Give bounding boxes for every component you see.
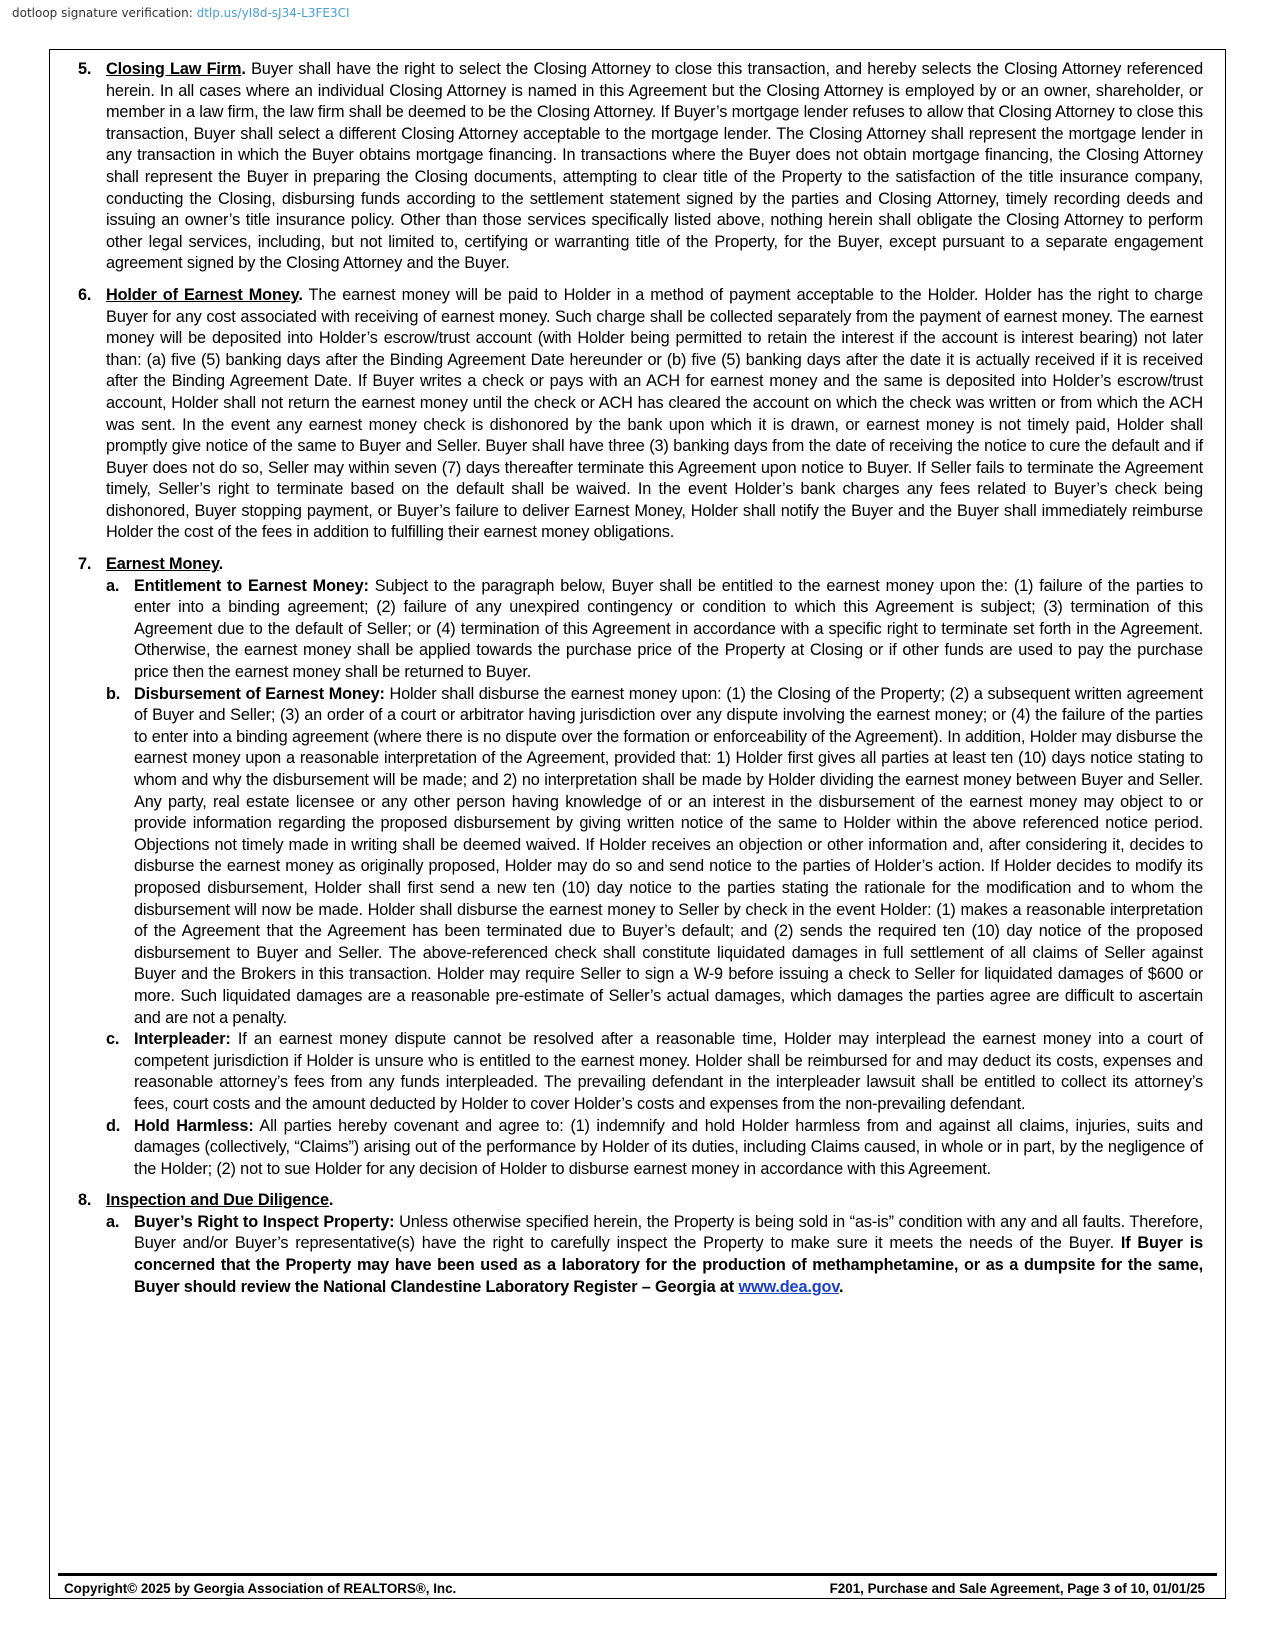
subsection-text: All parties hereby covenant and agree to: (1) indemnify and hold Holder harmless from and against all claims, injuries, suits and damages (collectively, “Claims”) arising out of the performance by Holder of its duties, including Claims caused, in whole or in part, by the negligence of the Holder; (2) not to sue Holder for any decision of Holder to disburse earnest money in accordance with this Agreement. xyxy=(134,1116,1203,1178)
footer-divider xyxy=(58,1573,1217,1576)
form-page-info: F201, Purchase and Sale Agreement, Page 3 of 10, 01/01/25 xyxy=(829,1581,1205,1596)
section-text: Buyer shall have the right to select the Closing Attorney to close this transaction, and hereby selects the Closing Attorney referenced herein. In all cases where an individual Closing Attorney is named in this Agreement but the Closing Attorney is employed by or an owner, shareholder, or member in a law firm, the law firm shall be deemed to be the Closing Attorney. If Buyer’s mortgage lender refuses to allow that Closing Attorney to close this transaction, Buyer shall select a different Closing Attorney acceptable to the mortgage lender. The Closing Attorney shall represent the mortgage lender in any transaction in which the Buyer obtains mortgage financing. In transactions where the Buyer does not obtain mortgage financing, the Closing Attorney shall represent the Buyer in preparing the Closing documents, attempting to clear title of the Property to the satisfaction of the title insurance company, conducting the Closing, disbursing funds according to the settlement statement signed by the parties and Closing Attorney, timely recording deeds and issuing an owner’s title insurance policy. Other than those services specifically listed above, nothing herein shall obligate the Closing Attorney to perform other legal services, including, but not limited to, certifying or warranting title of the Property, for the Buyer, except pursuant to a separate engagement agreement signed by the Closing Attorney and the Buyer. xyxy=(106,60,1204,273)
subsection-7c xyxy=(106,1029,1203,1115)
section-5: 5. Closing Law Firm. Buyer shall have the right to select the Closing Attorney to close this transaction, and hereby selects the Closing Attorney referenced herein. In all cases where an individual Closing Attorney is named in this Agreement but the Closing Attorney is employed by or an owner, shareholder, or member in a law firm, the law firm shall be deemed to be the Closing Attorney. If Buyer’s mortgage lender refuses to allow that Closing Attorney to close this transaction, Buyer shall select a different Closing Attorney acceptable to the mortgage lender. The Closing Attorney shall represent the mortgage lender in any transaction in which the Buyer obtains mortgage financing. In transactions where the Buyer does not obtain mortgage financing, the Closing Attorney shall represent the Buyer in preparing the Closing documents, attempting to clear title of the Property to the satisfaction of the title insurance company, conducting the Closing, disbursing funds according to the settlement statement signed by the parties and Closing Attorney, timely recording deeds and issuing an owner’s title insurance policy. Other than those services specifically listed above, nothing herein shall obligate the Closing Attorney to perform other legal services, including, but not limited to, certifying or warranting title of the Property, for the Buyer, except pursuant to a separate engagement agreement signed by the Closing Attorney and the Buyer. xyxy=(78,60,1204,273)
warning-end: . xyxy=(839,1277,844,1296)
section-heading: Holder of Earnest Money xyxy=(106,285,299,304)
section-7: 7. Earnest Money. a. Entitlement to Earnest Money: Subject to the paragraph below, Buyer shall be entitled to the earnest money upon the: (1) failure of the parties to enter into a binding agreement; (2) failure of any unexpired contingency or condition to which this Agreement is subject; (3) termination of this Agreement due to the default of Seller; or (4) termination of this Agreement in accordance with a specific right to terminate set forth in the Agreement. Otherwise, the earnest money shall be applied towards the purchase price of the Property at Closing or if other funds are used to pay the purchase price then the earnest money shall be returned to Buyer. b. Disbursement of Earnest Money: Holder shall disburse the earnest money upon: (1) the Closing of the Property; (2) a subsequent written agreement of Buyer and Seller; (3) an order of a court or arbitrator having jurisdiction over any dispute involving the earnest money; or (4) the failure of the parties to enter into a binding agreement (where there is no dispute over the formation or enforceability of the Agreement). In addition, Holder may disburse the earnest money upon a reasonable interpretation of the Agreement, provided that: 1) Holder first gives all parties at least ten (10) days notice stating to whom and why the disbursement will be made; and 2) no interpretation shall be made by Holder dividing the earnest money between Buyer and Seller. Any party, real estate licensee or any other person having knowledge of or an interest in the disbursement of the earnest money may object to or provide information regarding the proposed disbursement by giving written notice of the same to Holder within the above referenced notice period. Objections not timely made in writing shall be deemed waived. If Holder receives an objection or other information and, after considering it, decides to disburse the earnest money as originally proposed, Holder may do so and send notice to the parties of Holder’s action. If Holder decides to modify its proposed disbursement, Holder shall first send a new ten (10) day notice to the parties stating the rationale for the modification and to whom the disbursement will now be made. Holder shall disburse the earnest money to Seller by check in the event Holder: (1) makes a reasonable interpretation of the Agreement that the Agreement has been terminated due to Buyer’s default; and (2) sends the required ten (10) day notice of the proposed disbursement to Buyer and Seller. The above-referenced check shall constitute liquidated damages in full settlement of all claims of Seller against Buyer and the Brokers in this transaction. Holder may require Seller to sign a W-9 before issuing a check to Seller for liquidated damages of $600 or more. Such liquidated damages are a reasonable pre-estimate of Seller’s actual damages, which damages the parties agree are difficult to ascertain and are not a penalty. c. Interpleader: If an earnest money dispute cannot be resolved after a reasonable time, Holder may interplead the earnest money into a court of competent jurisdiction if Holder is unsure who is entitled to the earnest money. Holder shall be reimbursed for and may deduct its costs, expenses and reasonable attorney’s fees from any funds interpleaded. The prevailing defendant in the interpleader lawsuit shall be entitled to collect its attorney’s fees, court costs and the amount deducted by Holder to cover Holder’s costs and expenses from the non-prevailing defendant. d. Hold Harmless: All parties hereby covenant and agree to: (1) indemnify and hold Holder harmless from and against all claims, injuries, suits and damages (collectively, “Claims”) arising out of the performance by Holder of its duties, including Claims caused, in whole or in part, by the negligence of the Holder; (2) not to sue Holder for any decision of Holder to disburse earnest money in accordance with this Agreement. xyxy=(78,554,1203,1180)
subsection-heading: Buyer’s Right to Inspect Property: xyxy=(134,1212,395,1231)
section-8: 8. Inspection and Due Diligence. a. Buyer’s Right to Inspect Property: Unless otherwise specified herein, the Property is being sold in “as-is” condition with any and all faults. Therefore, Buyer and/or Buyer’s representative(s) have the right to carefully inspect the Property to make sure it meets the needs of the Buyer. If Buyer is concerned that the Property may have been used as a laboratory for the production of methamphetamine, or as a dumpsite for the same, Buyer should review the National Clandestine Laboratory Register – Georgia at www.dea.gov. xyxy=(78,1190,1203,1298)
subsection-text: Subject to the paragraph below, Buyer shall be entitled to the earnest money upon the: (1) failure of the parties to enter into a binding agreement; (2) failure of any unexpired contingency or condition to which this Agreement is subject; (3) termination of this Agreement due to the default of Seller; or (4) termination of this Agreement in accordance with a specific right to terminate set forth in the Agreement. Otherwise, the earnest money shall be applied towards the purchase price of the Property at Closing or if other funds are used to pay the purchase price then the earnest money shall be returned to Buyer. xyxy=(134,576,1204,682)
section-number: 5. xyxy=(78,60,92,78)
section-heading: Closing Law Firm xyxy=(106,60,242,78)
meth-lab-warning: If Buyer is concerned that the Property may have been used as a laboratory for the production of methamphetamine, or as a dumpsite for the same, Buyer should review the National Clandestine Laboratory Register – Georgia at xyxy=(134,1234,1203,1296)
subsection-text: If an earnest money dispute cannot be resolved after a reasonable time, Holder may interplead the earnest money into a court of competent jurisdiction if Holder is unsure who is entitled to the earnest money. Holder shall be reimbursed for and may deduct its costs, expenses and reasonable attorney’s fees from any funds interpleaded. The prevailing defendant in the interpleader lawsuit shall be entitled to collect its attorney’s fees, court costs and the amount deducted by Holder to cover Holder’s costs and expenses from the non-prevailing defendant. xyxy=(134,1030,1203,1113)
section-number: 8. xyxy=(78,1191,92,1210)
subsection-letter: c. xyxy=(106,1030,120,1049)
subsection-letter: d. xyxy=(106,1116,121,1135)
subsection-heading: Entitlement to Earnest Money: xyxy=(134,576,369,595)
subsection-text: Unless otherwise specified herein, the Property is being sold in “as-is” condition with any and all faults. Therefore, Buyer and/or Buyer’s representative(s) have the right to carefully inspect the Property to make sure it meets the needs of the Buyer. xyxy=(134,1212,1204,1253)
dea-link[interactable]: www.dea.gov xyxy=(738,1277,840,1296)
section-heading: Inspection and Due Diligence xyxy=(106,1191,329,1210)
subsection-heading: Interpleader: xyxy=(134,1030,231,1049)
subsection-letter: a. xyxy=(106,576,120,595)
subsection-letter: a. xyxy=(106,1212,120,1231)
subsection-letter: b. xyxy=(106,684,121,703)
page-frame xyxy=(49,49,1226,1599)
subsection-7b xyxy=(106,684,1203,1030)
subsection-8a xyxy=(106,1212,1203,1298)
section-number: 6. xyxy=(78,285,92,304)
section-6: 6. Holder of Earnest Money. The earnest money will be paid to Holder in a method of payment acceptable to the Holder. Holder has the right to charge Buyer for any cost associated with receiving of earnest money. Such charge shall be collected separately from the payment of earnest money. The earnest money will be deposited into Holder’s escrow/trust account (with Holder being permitted to retain the interest if the account is interest bearing) not later than: (a) five (5) banking days after the Binding Agreement Date hereunder or (b) five (5) banking days after the date it is actually received if it is received after the Binding Agreement Date. If Buyer writes a check or pays with an ACH for earnest money and the same is deposited into Holder’s escrow/trust account, Holder shall not return the earnest money until the check or ACH has cleared the account on which the check was written or from which the ACH was sent. In the event any earnest money check is dishonored by the bank upon which it is drawn, or earnest money is not timely paid, Holder shall promptly give notice of the same to Buyer and Seller. Buyer shall have three (3) banking days from the date of receiving the notice to cure the default and if Buyer does not do so, Seller may within seven (7) days thereafter terminate this Agreement upon notice to Buyer. If Seller fails to terminate the Agreement timely, Seller’s right to terminate based on the default shall be waived. In the event Holder’s bank charges any fees related to Buyer’s check being dishonored, Buyer stopping payment, or Buyer’s failure to deliver Earnest Money, Holder shall notify the Buyer and the Buyer shall immediately reimburse Holder the cost of the fees in addition to fulfilling their earnest money obligations. xyxy=(78,285,1203,542)
subsection-text: Holder shall disburse the earnest money upon: (1) the Closing of the Property; (2) a subsequent written agreement of Buyer and Seller; (3) an order of a court or arbitrator having jurisdiction over any dispute involving the earnest money; or (4) the failure of the parties to enter into a binding agreement (where there is no dispute over the formation or enforceability of the Agreement). In addition, Holder may disburse the earnest money upon a reasonable interpretation of the Agreement, provided that: 1) Holder first gives all parties at least ten (10) days notice stating to whom and why the disbursement will be made; and 2) no interpretation shall be made by Holder dividing the earnest money between Buyer and Seller. Any party, real estate licensee or any other person having knowledge of or an interest in the disbursement of the earnest money may object to or provide information regarding the proposed disbursement by giving written notice of the same to Holder within the above referenced notice period. Objections not timely made in writing shall be deemed waived. If Holder receives an objection or other information and, after considering it, decides to disburse the earnest money as originally proposed, Holder may do so and send notice to the parties of Holder’s action. If Holder decides to modify its proposed disbursement, Holder shall first send a new ten (10) day notice to the parties stating the rationale for the modification and to whom the disbursement will now be made. Holder shall disburse the earnest money to Seller by check in the event Holder: (1) makes a reasonable interpretation of the Agreement that the Agreement has been terminated due to Buyer’s default; and (2) sends the required ten (10) day notice of the proposed disbursement to Buyer and Seller. The above-referenced check shall constitute liquidated damages in full settlement of all claims of Seller against Buyer and the Brokers in this transaction. Holder may require Seller to sign a W-9 before issuing a check to Seller for liquidated damages of $600 or more. Such liquidated damages are a reasonable pre-estimate of Seller’s actual damages, which damages the parties agree are difficult to ascertain and are not a penalty. xyxy=(134,684,1203,1027)
verification-label: dotloop signature verification: xyxy=(12,6,193,20)
subsection-heading: Hold Harmless: xyxy=(134,1116,254,1135)
copyright-text: Copyright© 2025 by Georgia Association of REALTORS®, Inc. xyxy=(64,1581,457,1596)
subsection-heading: Disbursement of Earnest Money: xyxy=(134,684,385,703)
signature-verification xyxy=(12,6,350,20)
subsection-7a xyxy=(106,576,1203,684)
section-number: 7. xyxy=(78,555,92,574)
page-footer xyxy=(64,1581,1205,1596)
subsection-7d xyxy=(106,1116,1203,1181)
verification-link[interactable]: dtlp.us/yI8d-sJ34-L3FE3CI xyxy=(196,6,350,20)
section-heading: Earnest Money xyxy=(106,555,219,574)
document-body xyxy=(78,59,1203,1308)
section-text: The earnest money will be paid to Holder in a method of payment acceptable to the Holder. Holder has the right to charge Buyer for any cost associated with receiving of earnest money. Such charge shall be collected separately from the payment of earnest money. The earnest money will be deposited into Holder’s escrow/trust account (with Holder being permitted to retain the interest if the account is interest bearing) not later than: (a) five (5) banking days after the Binding Agreement Date hereunder or (b) five (5) banking days after the date it is actually received if it is received after the Binding Agreement Date. If Buyer writes a check or pays with an ACH for earnest money and the same is deposited into Holder’s escrow/trust account, Holder shall not return the earnest money until the check or ACH has cleared the account on which the check was written or from which the ACH was sent. In the event any earnest money check is dishonored by the bank upon which it is drawn, or earnest money is not timely paid, Holder shall promptly give notice of the same to Buyer and Seller. Buyer shall have three (3) banking days from the date of receiving the notice to cure the default and if Buyer does not do so, Seller may within seven (7) days thereafter terminate this Agreement upon notice to Buyer. If Seller fails to terminate the Agreement timely, Seller’s right to terminate based on the default shall be waived. In the event Holder’s bank charges any fees related to Buyer’s check being dishonored, Buyer stopping payment, or Buyer’s failure to deliver Earnest Money, Holder shall notify the Buyer and the Buyer shall immediately reimburse Holder the cost of the fees in addition to fulfilling their earnest money obligations. xyxy=(106,285,1203,542)
